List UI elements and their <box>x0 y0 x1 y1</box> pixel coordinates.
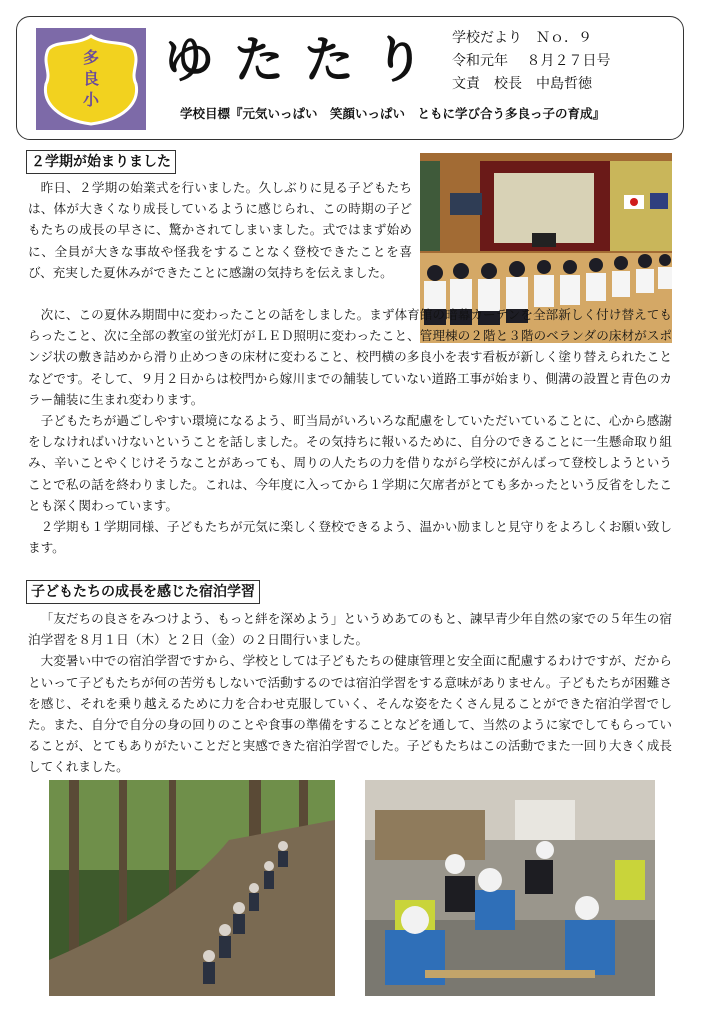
newsletter-title: ゆたたり <box>164 31 444 89</box>
section2-paragraph-1: 「友だちの良さをみつけよう、もっと絆を深めよう」というめあてのもと、諫早青少年自然の家での５年生の宿泊学習を８月１日（木）と２日（金）の２日間行いました。 <box>28 611 672 648</box>
section2-paragraph-2: 大変暑い中での宿泊学習ですから、学校としては子どもたちの健康管理と安全面に配慮するわけですが、だからといって子どもたちが何の苦労もしないで活動するのでは宿泊学習をする意味がありません。子どもたちが困難さを感じ、それを乗り越えるために力を合わせ克服していく、そんな姿をたくさん見ることができた宿泊学習でした。また、自分で自分の身の回りのことや食事の準備をすることなどを通して、当然のように家でしてもらっていることが、とてもありがたいことだと実感できた宿泊学習でした。子どもたちはこの活動でまた一回り大きく成長してくれました。 <box>28 653 672 775</box>
section1-paragraph-3: 子どもたちが過ごしやすい環境になるよう、町当局がいろいろな配慮をしていただいていることに、心から感謝をしなければいけないということを話しました。その気持ちに報いるために、自分のできることに一生懸命取り組み、辛いことやくじけそうなことがあっても、周りの人たちの力を借りながら学校にがんばって登校しようということで私の話を終わりました。これは、今年度に入ってから１学期に欠席者がとても多かったという反省をしたことも深く関わっています。 <box>28 413 672 513</box>
section1-para-1-block <box>28 177 412 283</box>
issue-number: 学校だより Ｎｏ．９ <box>452 30 592 46</box>
cooking-activity-photo <box>365 780 655 996</box>
section1-paragraph-1: 昨日、２学期の始業式を行いました。久しぶりに見る子どもたちは、体が大きくなり成長しているように感じられ、この時期の子どもたちの成長の早さに、驚かされてしまいました。式ではまず始めに、全員が大きな事故や怪我をすることなく登校できたことを喜び、充実した夏休みができたことに感謝の気持ちを伝えました。 <box>28 180 412 280</box>
logo-char-1: 多 <box>82 48 100 67</box>
section1-paragraph-2: 次に、この夏休み期間中に変わったことの話をしました。まず体育館の暗幕カーテンを全部新しく付け替えてもらったこと、次に全部の教室の蛍光灯がＬＥＤ照明に変わったこと、管理棟の２階と３階のベランダの床材がスポンジ状の敷き詰めから滑り止めつきの床材に変わること、校門横の多良小を表す看板が新しく塗り替えられたことなどです。そして、９月２日からは校門から嫁川までの舗装していない道路工事が始まり、側溝の設置と青色のカラー舗装に生まれ変わります。 <box>28 307 672 407</box>
school-logo <box>36 28 146 130</box>
section2-heading: 子どもたちの成長を感じた宿泊学習 <box>26 580 260 604</box>
logo-char-3: 小 <box>82 90 100 109</box>
section1-paragraph-4: ２学期も１学期同様、子どもたちが元気に楽しく登校できるよう、温かい励ましと見守りをよろしくお願い致します。 <box>28 519 672 556</box>
hiking-photo <box>49 780 335 996</box>
issue-date: 令和元年 ８月２７日号 <box>452 53 611 69</box>
section2-text-block <box>28 608 672 778</box>
logo-char-2: 良 <box>82 69 100 88</box>
issue-meta <box>452 27 610 96</box>
issue-author: 文責 校長 中島哲徳 <box>452 76 592 92</box>
section1-heading: ２学期が始まりました <box>26 150 176 174</box>
section1-para-2-4-block <box>28 304 672 558</box>
school-motto: 学校目標『元気いっぱい 笑顔いっぱい ともに学び合う多良っ子の育成』 <box>180 106 606 121</box>
